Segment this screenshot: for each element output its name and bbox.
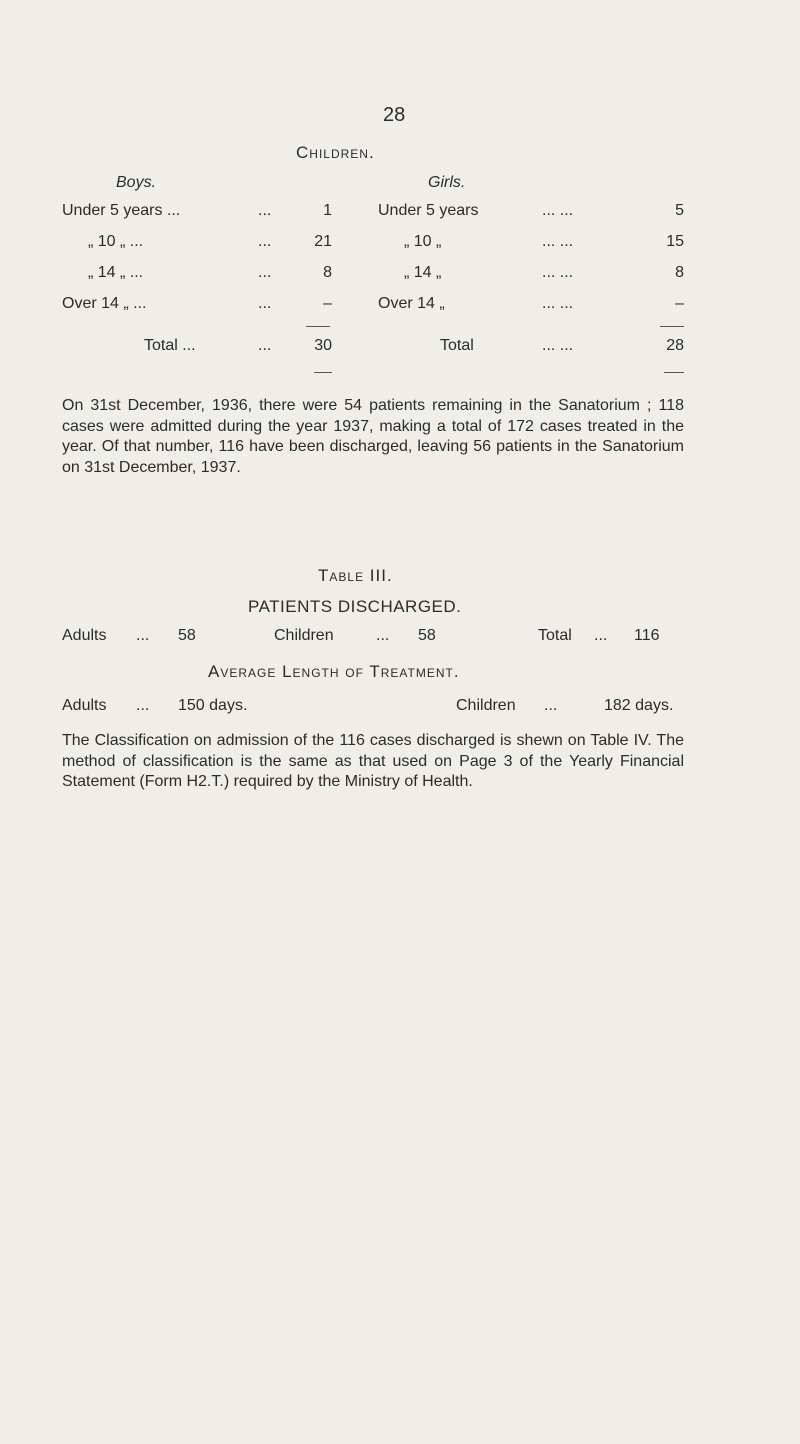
page-number: 28 <box>383 104 406 126</box>
boys-bottom-rule <box>314 372 332 373</box>
boys-row-value: 1 <box>323 202 332 219</box>
girls-row-label: Over 14 „ <box>378 295 445 312</box>
discharged-children-dots: ... <box>376 627 390 644</box>
girls-row-value: 8 <box>675 264 684 281</box>
discharged-total-dots: ... <box>594 627 608 644</box>
girls-total-label: Total <box>440 337 474 354</box>
girls-total-value: 28 <box>666 337 684 354</box>
table-iii-subtitle: PATIENTS DISCHARGED. <box>248 597 462 616</box>
girls-row-label: „ 14 „ <box>404 264 442 281</box>
average-children-label: Children <box>456 697 516 714</box>
girls-row-dots: ... ... <box>542 202 574 219</box>
discharged-adults-dots: ... <box>136 627 150 644</box>
boys-total-value: 30 <box>314 337 332 354</box>
paragraph-classification: The Classification on admission of the 116 cases discharged is shewn on Table IV. The method of classification is the same as that used on Page 3 of the Yearly Financial Statement (Form H2.T.) required by the Ministry of Health. <box>62 732 684 790</box>
boys-row-value: 8 <box>323 264 332 281</box>
girls-row-dots: ... ... <box>542 264 574 281</box>
boys-total-label: Total ... <box>144 337 196 354</box>
girls-row-value: 15 <box>666 233 684 250</box>
boys-row-value: – <box>323 295 332 312</box>
children-heading: Children. <box>296 143 375 162</box>
average-adults-dots: ... <box>136 697 150 714</box>
girls-total-rule <box>660 326 684 327</box>
paragraph-patients: On 31st December, 1936, there were 54 patients remaining in the Sanatorium ; 118 cases were admitted during the year 1937, making a total of 172 cases treated in the year. Of that number, 116 have been discharged, leaving 56 patients in the Sanatorium on 31st December, 1937. <box>62 397 684 476</box>
boys-row-label: „ 10 „ ... <box>88 233 144 250</box>
boys-row-dots: ... <box>258 233 272 250</box>
average-length-title: Average Length of Treatment. <box>208 662 460 681</box>
girls-row-value: – <box>675 295 684 312</box>
boys-row-dots: ... <box>258 295 272 312</box>
table-iii-title: Table III. <box>318 566 393 585</box>
discharged-adults-label: Adults <box>62 627 107 644</box>
girls-row-dots: ... ... <box>542 295 574 312</box>
girls-bottom-rule <box>664 372 684 373</box>
discharged-total-value: 116 <box>634 627 660 644</box>
boys-row-label: Over 14 „ ... <box>62 295 147 312</box>
girls-heading: Girls. <box>428 174 466 191</box>
discharged-children-label: Children <box>274 627 334 644</box>
average-adults-value: 150 days. <box>178 697 248 714</box>
girls-row-label: Under 5 years <box>378 202 479 219</box>
boys-row-value: 21 <box>314 233 332 250</box>
discharged-adults-value: 58 <box>178 627 196 644</box>
boys-row-label: „ 14 „ ... <box>88 264 144 281</box>
boys-row-label: Under 5 years ... <box>62 202 181 219</box>
girls-total-dots: ... ... <box>542 337 574 354</box>
boys-heading: Boys. <box>116 174 157 191</box>
average-children-dots: ... <box>544 697 558 714</box>
average-adults-label: Adults <box>62 697 107 714</box>
discharged-total-label: Total <box>538 627 572 644</box>
boys-total-rule <box>306 326 330 327</box>
girls-row-label: „ 10 „ <box>404 233 442 250</box>
girls-row-value: 5 <box>675 202 684 219</box>
boys-row-dots: ... <box>258 264 272 281</box>
discharged-children-value: 58 <box>418 627 436 644</box>
boys-total-dots: ... <box>258 337 272 354</box>
boys-row-dots: ... <box>258 202 272 219</box>
girls-row-dots: ... ... <box>542 233 574 250</box>
average-children-value: 182 days. <box>604 697 674 714</box>
